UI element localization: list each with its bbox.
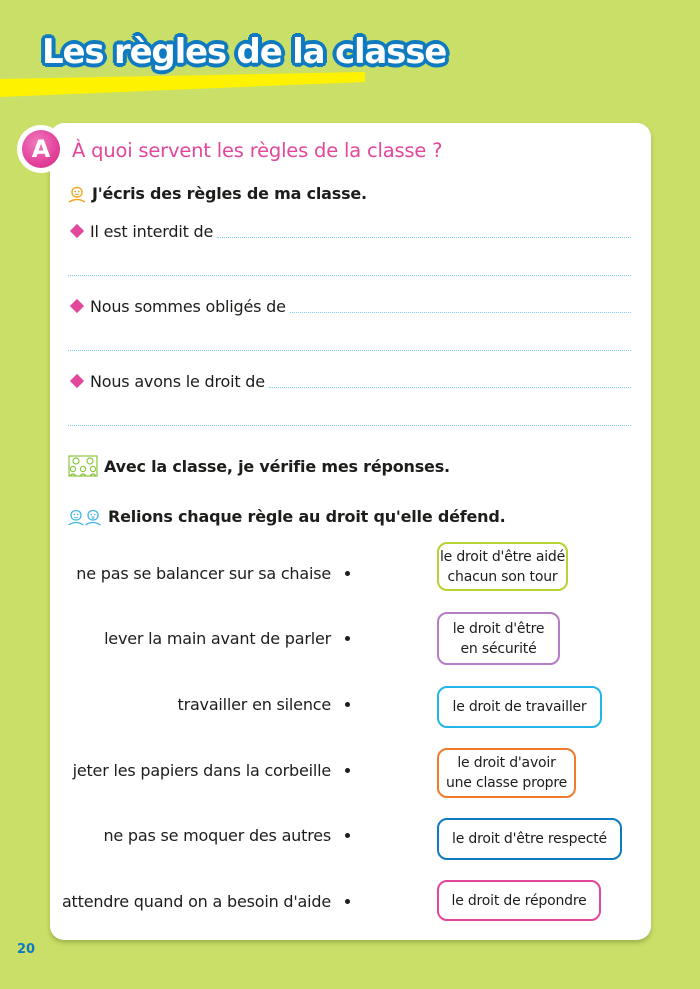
rule-text: attendre quand on a besoin d'aide bbox=[61, 892, 331, 911]
rule-text: lever la main avant de parler bbox=[104, 629, 331, 648]
rule-item bbox=[73, 761, 350, 780]
answer-line[interactable] bbox=[217, 237, 631, 238]
diamond-bullet-icon bbox=[70, 374, 84, 388]
right-box-securite[interactable] bbox=[437, 612, 560, 665]
section-badge bbox=[17, 125, 65, 173]
right-box-line1: le droit d'être respecté bbox=[452, 831, 607, 847]
section-badge-letter: A bbox=[22, 130, 60, 168]
section-title: À quoi servent les règles de la classe ? bbox=[72, 139, 443, 162]
answer-line[interactable] bbox=[269, 387, 631, 388]
page-number: 20 bbox=[17, 942, 36, 957]
rule-connector-dot[interactable] bbox=[345, 702, 350, 707]
right-box-line1: le droit de répondre bbox=[451, 892, 587, 909]
answer-line[interactable] bbox=[68, 350, 631, 351]
exercise3-instruction bbox=[68, 506, 505, 526]
right-box-line1: le droit d'être bbox=[452, 620, 545, 637]
rule-text: travailler en silence bbox=[177, 695, 331, 714]
right-box-line2: une classe propre bbox=[445, 775, 568, 791]
exercise2-instruction-text: Avec la classe, je vérifie mes réponses. bbox=[104, 456, 450, 476]
prompt-label: Nous sommes obligés de bbox=[90, 297, 286, 316]
prompt-label: Il est interdit de bbox=[90, 222, 214, 241]
right-box-repondre[interactable] bbox=[437, 880, 601, 921]
rule-item bbox=[103, 826, 350, 845]
right-box-line1: le droit d'être aidé bbox=[439, 548, 565, 565]
rule-text: ne pas se moquer des autres bbox=[103, 826, 331, 845]
rule-item bbox=[62, 892, 350, 911]
exercise3-instruction-text: Relions chaque règle au droit qu'elle défend. bbox=[108, 506, 506, 526]
exercise2-instruction bbox=[68, 455, 450, 477]
right-box-classe-propre[interactable] bbox=[437, 748, 576, 798]
exercise1-instruction bbox=[68, 183, 367, 203]
rule-item bbox=[178, 695, 351, 714]
right-box-aide[interactable] bbox=[437, 542, 568, 591]
prompt-label: Nous avons le droit de bbox=[90, 372, 265, 391]
rule-connector-dot[interactable] bbox=[345, 768, 350, 773]
answer-line[interactable] bbox=[68, 275, 631, 276]
rule-item bbox=[76, 564, 350, 583]
whole-class-icon bbox=[68, 455, 98, 477]
rule-text: ne pas se balancer sur sa chaise bbox=[76, 564, 331, 583]
answer-line[interactable] bbox=[290, 312, 631, 313]
rule-connector-dot[interactable] bbox=[345, 899, 350, 904]
pair-icon bbox=[68, 506, 102, 526]
right-box-line2: chacun son tour bbox=[447, 568, 558, 585]
right-box-line2: en sécurité bbox=[460, 640, 537, 657]
right-box-travailler[interactable] bbox=[437, 686, 602, 728]
exercise1-instruction-text: J'écris des règles de ma classe. bbox=[92, 183, 367, 203]
diamond-bullet-icon bbox=[70, 299, 84, 313]
right-box-line1: le droit de travailler bbox=[452, 699, 587, 715]
prompt-row-3 bbox=[70, 372, 631, 391]
page-title: Les règles de la classe bbox=[42, 32, 447, 72]
single-person-icon bbox=[68, 183, 86, 203]
rule-connector-dot[interactable] bbox=[345, 571, 350, 576]
prompt-row-1 bbox=[70, 222, 631, 241]
answer-line[interactable] bbox=[68, 425, 631, 426]
rule-connector-dot[interactable] bbox=[345, 833, 350, 838]
rule-item bbox=[104, 629, 350, 648]
right-box-respecte[interactable] bbox=[437, 818, 622, 860]
diamond-bullet-icon bbox=[70, 224, 84, 238]
right-box-line1: le droit d'avoir bbox=[457, 755, 556, 771]
rule-connector-dot[interactable] bbox=[345, 636, 350, 641]
prompt-row-2 bbox=[70, 297, 631, 316]
rule-text: jeter les papiers dans la corbeille bbox=[72, 761, 331, 780]
